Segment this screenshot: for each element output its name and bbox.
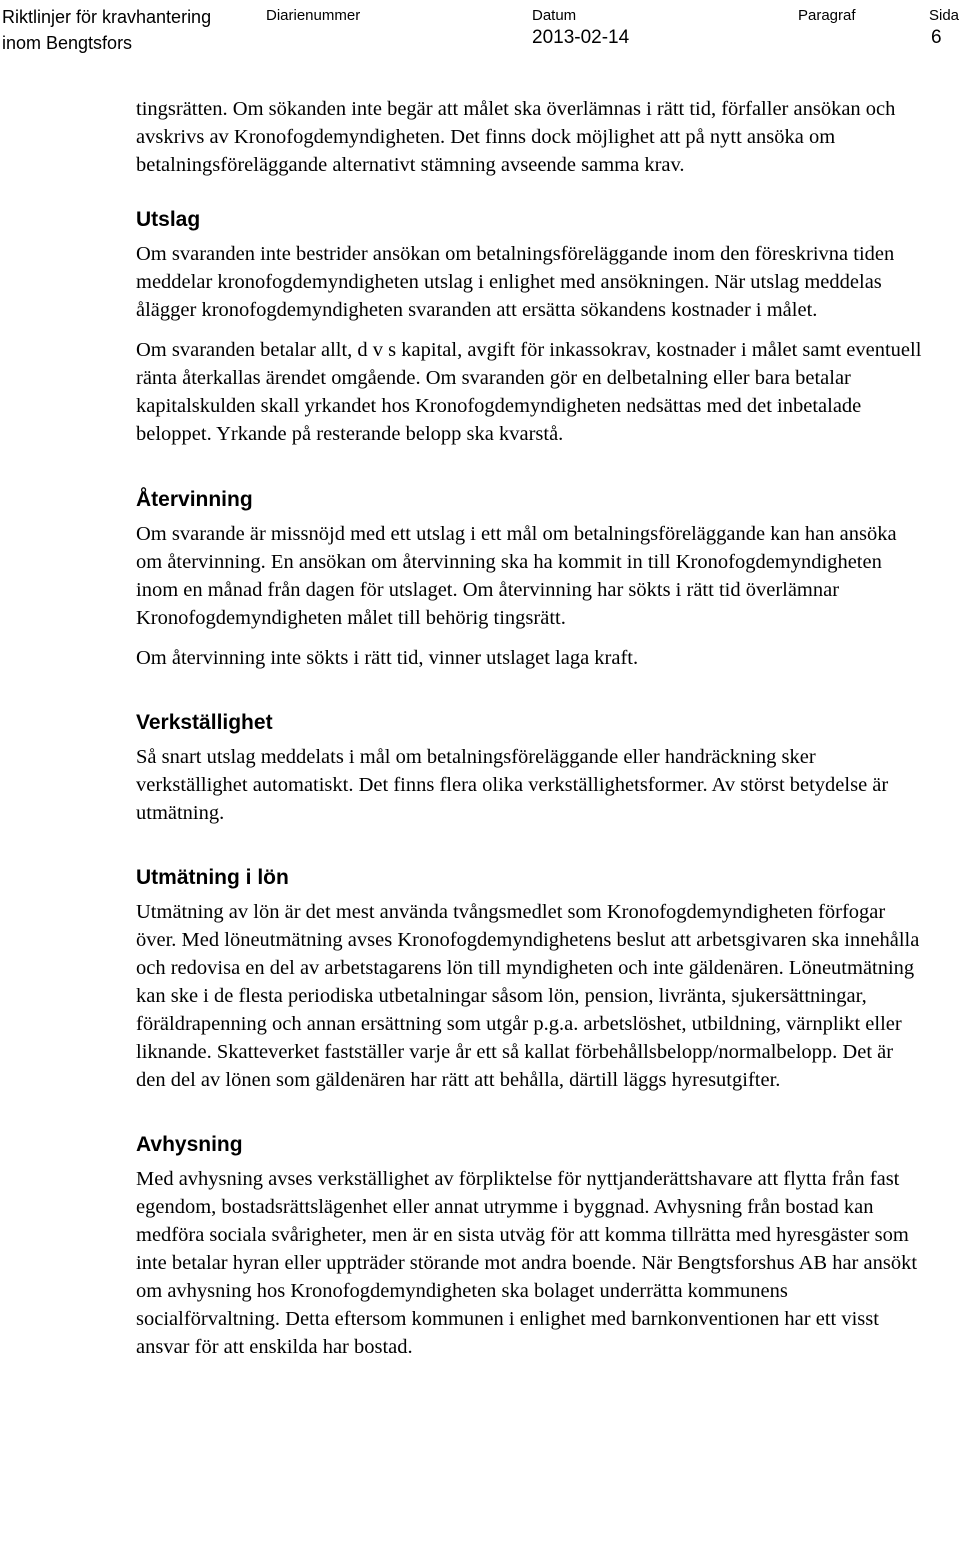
intro-paragraph: tingsrätten. Om sökanden inte begär att målet ska överlämnas i rätt tid, förfaller ansökan och avskrivs av Kronofogdemyndigheten. Det finns dock möjlighet att på nytt ansöka om betalningsföreläggande alternativt stämning avseende samma krav. — [136, 98, 896, 176]
utmatning-paragraph: Utmätning av lön är det mest använda tvångsmedlet som Kronofogdemyndigheten förfogar över. Med löneutmätning avses Kronofogdemyndighetens beslut att arbetsgivaren ska innehålla och redovisa en del av arbetstagarens lön till myndigheten och inte gäldenären. Löneutmätning kan ske i de flesta periodiska utbetalningar såsom lön, pension, livränta, sjukersättningar, föräldrapenning och annan ersättning som utgår p.g.a. arbetslöshet, utbildning, värnplikt eller liknande. Skatteverket fastställer varje år ett så kallat förbehållsbelopp/normalbelopp. Det är den del av lönen som gäldenären har rätt att behålla, därtill läggs hyresutgifter. — [136, 901, 920, 1091]
atervinning-paragraph-2: Om återvinning inte sökts i rätt tid, vinner utslaget laga kraft. — [136, 647, 639, 669]
diarienummer-label: Diarienummer — [266, 7, 361, 24]
avhysning-paragraph: Med avhysning avses verkställighet av förpliktelse för nyttjanderättshavare att flytta från fast egendom, bostadsrättslägenhet eller annat utrymme i byggnad. Avhysning från bostad kan medföra sociala svårigheter, men är en sista utväg för att komma tillrätta med hyresgäster som inte betalar hyran eller uppträder störande mot andra boende. När Bengtsforshus AB har ansökt om avhysning hos Kronofogdemyndigheten ska bolaget underrätta kommunens socialförvaltning. Detta eftersom kommunen i enlighet med barnkonventionen har ett visst ansvar för att enskilda har bostad. — [136, 1168, 918, 1358]
datum-value: 2013-02-14 — [532, 27, 630, 48]
document-title — [2, 4, 211, 56]
atervinning-paragraph-1: Om svarande är missnöjd med ett utslag i ett mål om betalningsföreläggande kan han ansöka om återvinning. En ansökan om återvinning ska ha kommit in till Kronofogdemyndigheten inom en månad från dagen för utslaget. Om återvinning har sökts i rätt tid överlämnar Kronofogdemyndigheten målet till behörig tingsrätt. — [136, 523, 897, 629]
datum-label: Datum — [532, 7, 577, 24]
page-number: 6 — [931, 27, 942, 48]
heading-atervinning: Återvinning — [136, 488, 253, 511]
heading-verkstallighet: Verkställighet — [136, 711, 273, 734]
document-title-line2: inom Bengtsfors — [2, 33, 133, 53]
document-title-line1: Riktlinjer för kravhantering — [2, 7, 212, 27]
utslag-paragraph-1: Om svaranden inte bestrider ansökan om betalningsföreläggande inom den föreskrivna tiden meddelar kronofogdemyndigheten utslag i enlighet med ansökningen. När utslag meddelas ålägger kronofogdemyndigheten svaranden att ersätta sökandens kostnader i målet. — [136, 243, 895, 321]
document-body — [136, 95, 926, 1373]
heading-utslag: Utslag — [136, 208, 201, 231]
heading-avhysning: Avhysning — [136, 1133, 243, 1156]
verkstallighet-paragraph: Så snart utslag meddelats i mål om betalningsföreläggande eller handräckning sker verkställighet automatiskt. Det finns flera olika verkställighetsformer. Av störst betydelse är utmätning. — [136, 746, 889, 824]
heading-utmatning-i-lon: Utmätning i lön — [136, 866, 289, 889]
page-header — [0, 0, 960, 60]
utslag-paragraph-2: Om svaranden betalar allt, d v s kapital, avgift för inkassokrav, kostnader i målet samt eventuell ränta återkallas ärendet omgående. Om svaranden gör en delbetalning eller bara betalar kapitalskulden skall yrkandet hos Kronofogdemyndigheten nedsättas med det inbetalade beloppet. Yrkande på resterande belopp ska kvarstå. — [136, 339, 922, 445]
sida-label: Sida — [929, 7, 960, 24]
paragraf-label: Paragraf — [798, 7, 856, 24]
